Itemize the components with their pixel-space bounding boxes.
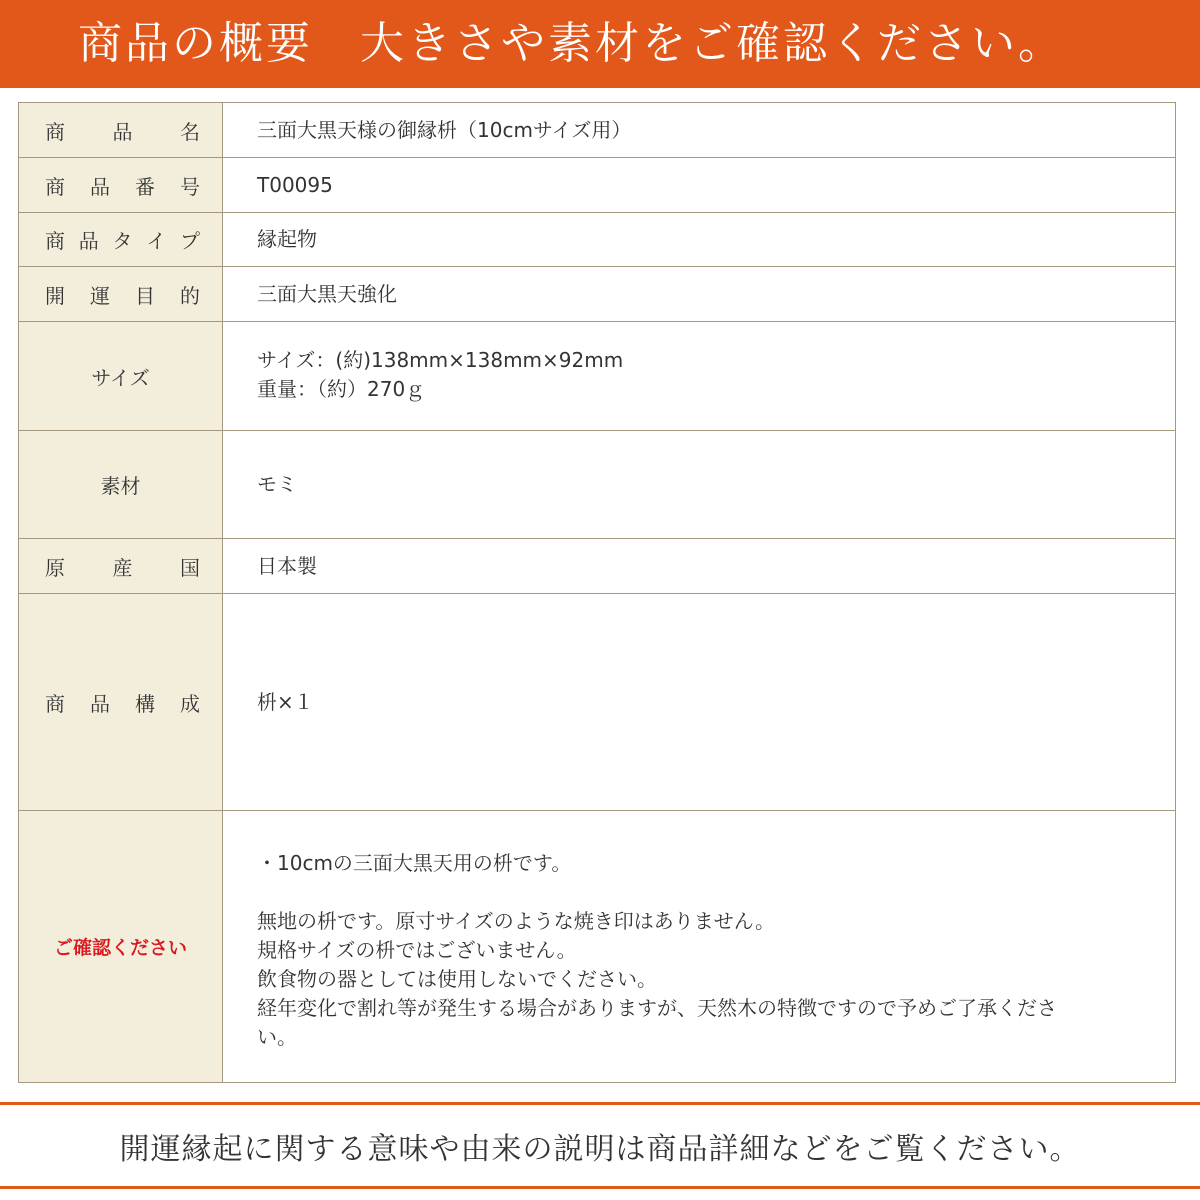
spec-value-purpose: 三面大黒天強化 — [257, 281, 397, 306]
spec-value-notice: ・10cmの三面大黒天用の枡です。 無地の枡です。原寸サイズのような焼き印はありません。 規格サイズの枡ではございません。 飲食物の器としては使用しないでください。 経年変化で割れ等が発生する場合がありますが、天然木の特徴ですので予めご了承くださ い。 — [257, 851, 1057, 1049]
spec-value-contents: 枡×１ — [257, 689, 314, 714]
spec-row-material — [19, 431, 1175, 539]
spec-label-type: 商 品 タ イ プ — [19, 213, 223, 266]
spec-value-material: モミ — [257, 472, 297, 496]
spec-row-contents — [19, 594, 1175, 811]
spec-row-type — [19, 213, 1175, 267]
banner-title: 商品の概要 大きさや素材をご確認ください。 — [78, 18, 1065, 69]
footer-bottom-rule — [0, 1186, 1200, 1189]
spec-label-notice: ご確認ください — [19, 811, 223, 1082]
spec-value-origin: 日本製 — [257, 553, 317, 578]
spec-label-number: 商 品 番 号 — [19, 158, 223, 212]
spec-value-type: 縁起物 — [257, 227, 317, 251]
spec-label-origin: 原 産 国 — [19, 539, 223, 593]
product-spec-table — [18, 102, 1176, 1083]
spec-label-material: 素材 — [19, 431, 223, 538]
spec-row-notice — [19, 811, 1175, 1082]
footer-note: 開運縁起に関する意味や由来の説明は商品詳細などをご覧ください。 — [119, 1131, 1081, 1167]
spec-value-number: T00095 — [257, 172, 333, 197]
spec-row-number — [19, 158, 1175, 213]
spec-label-purpose: 開 運 目 的 — [19, 267, 223, 321]
spec-row-purpose — [19, 267, 1175, 322]
spec-value-name: 三面大黒天様の御縁枡（10cmサイズ用） — [257, 117, 632, 142]
spec-row-name — [19, 103, 1175, 158]
spec-label-contents: 商 品 構 成 — [19, 594, 223, 810]
spec-row-size — [19, 322, 1175, 431]
spec-row-origin — [19, 539, 1175, 594]
spec-label-name: 商 品 名 — [19, 103, 223, 157]
header-banner — [0, 0, 1200, 88]
spec-label-size: サイズ — [19, 322, 223, 430]
spec-value-size: サイズ：(約)138mm×138mm×92mm 重量：（約）270ｇ — [257, 348, 624, 401]
